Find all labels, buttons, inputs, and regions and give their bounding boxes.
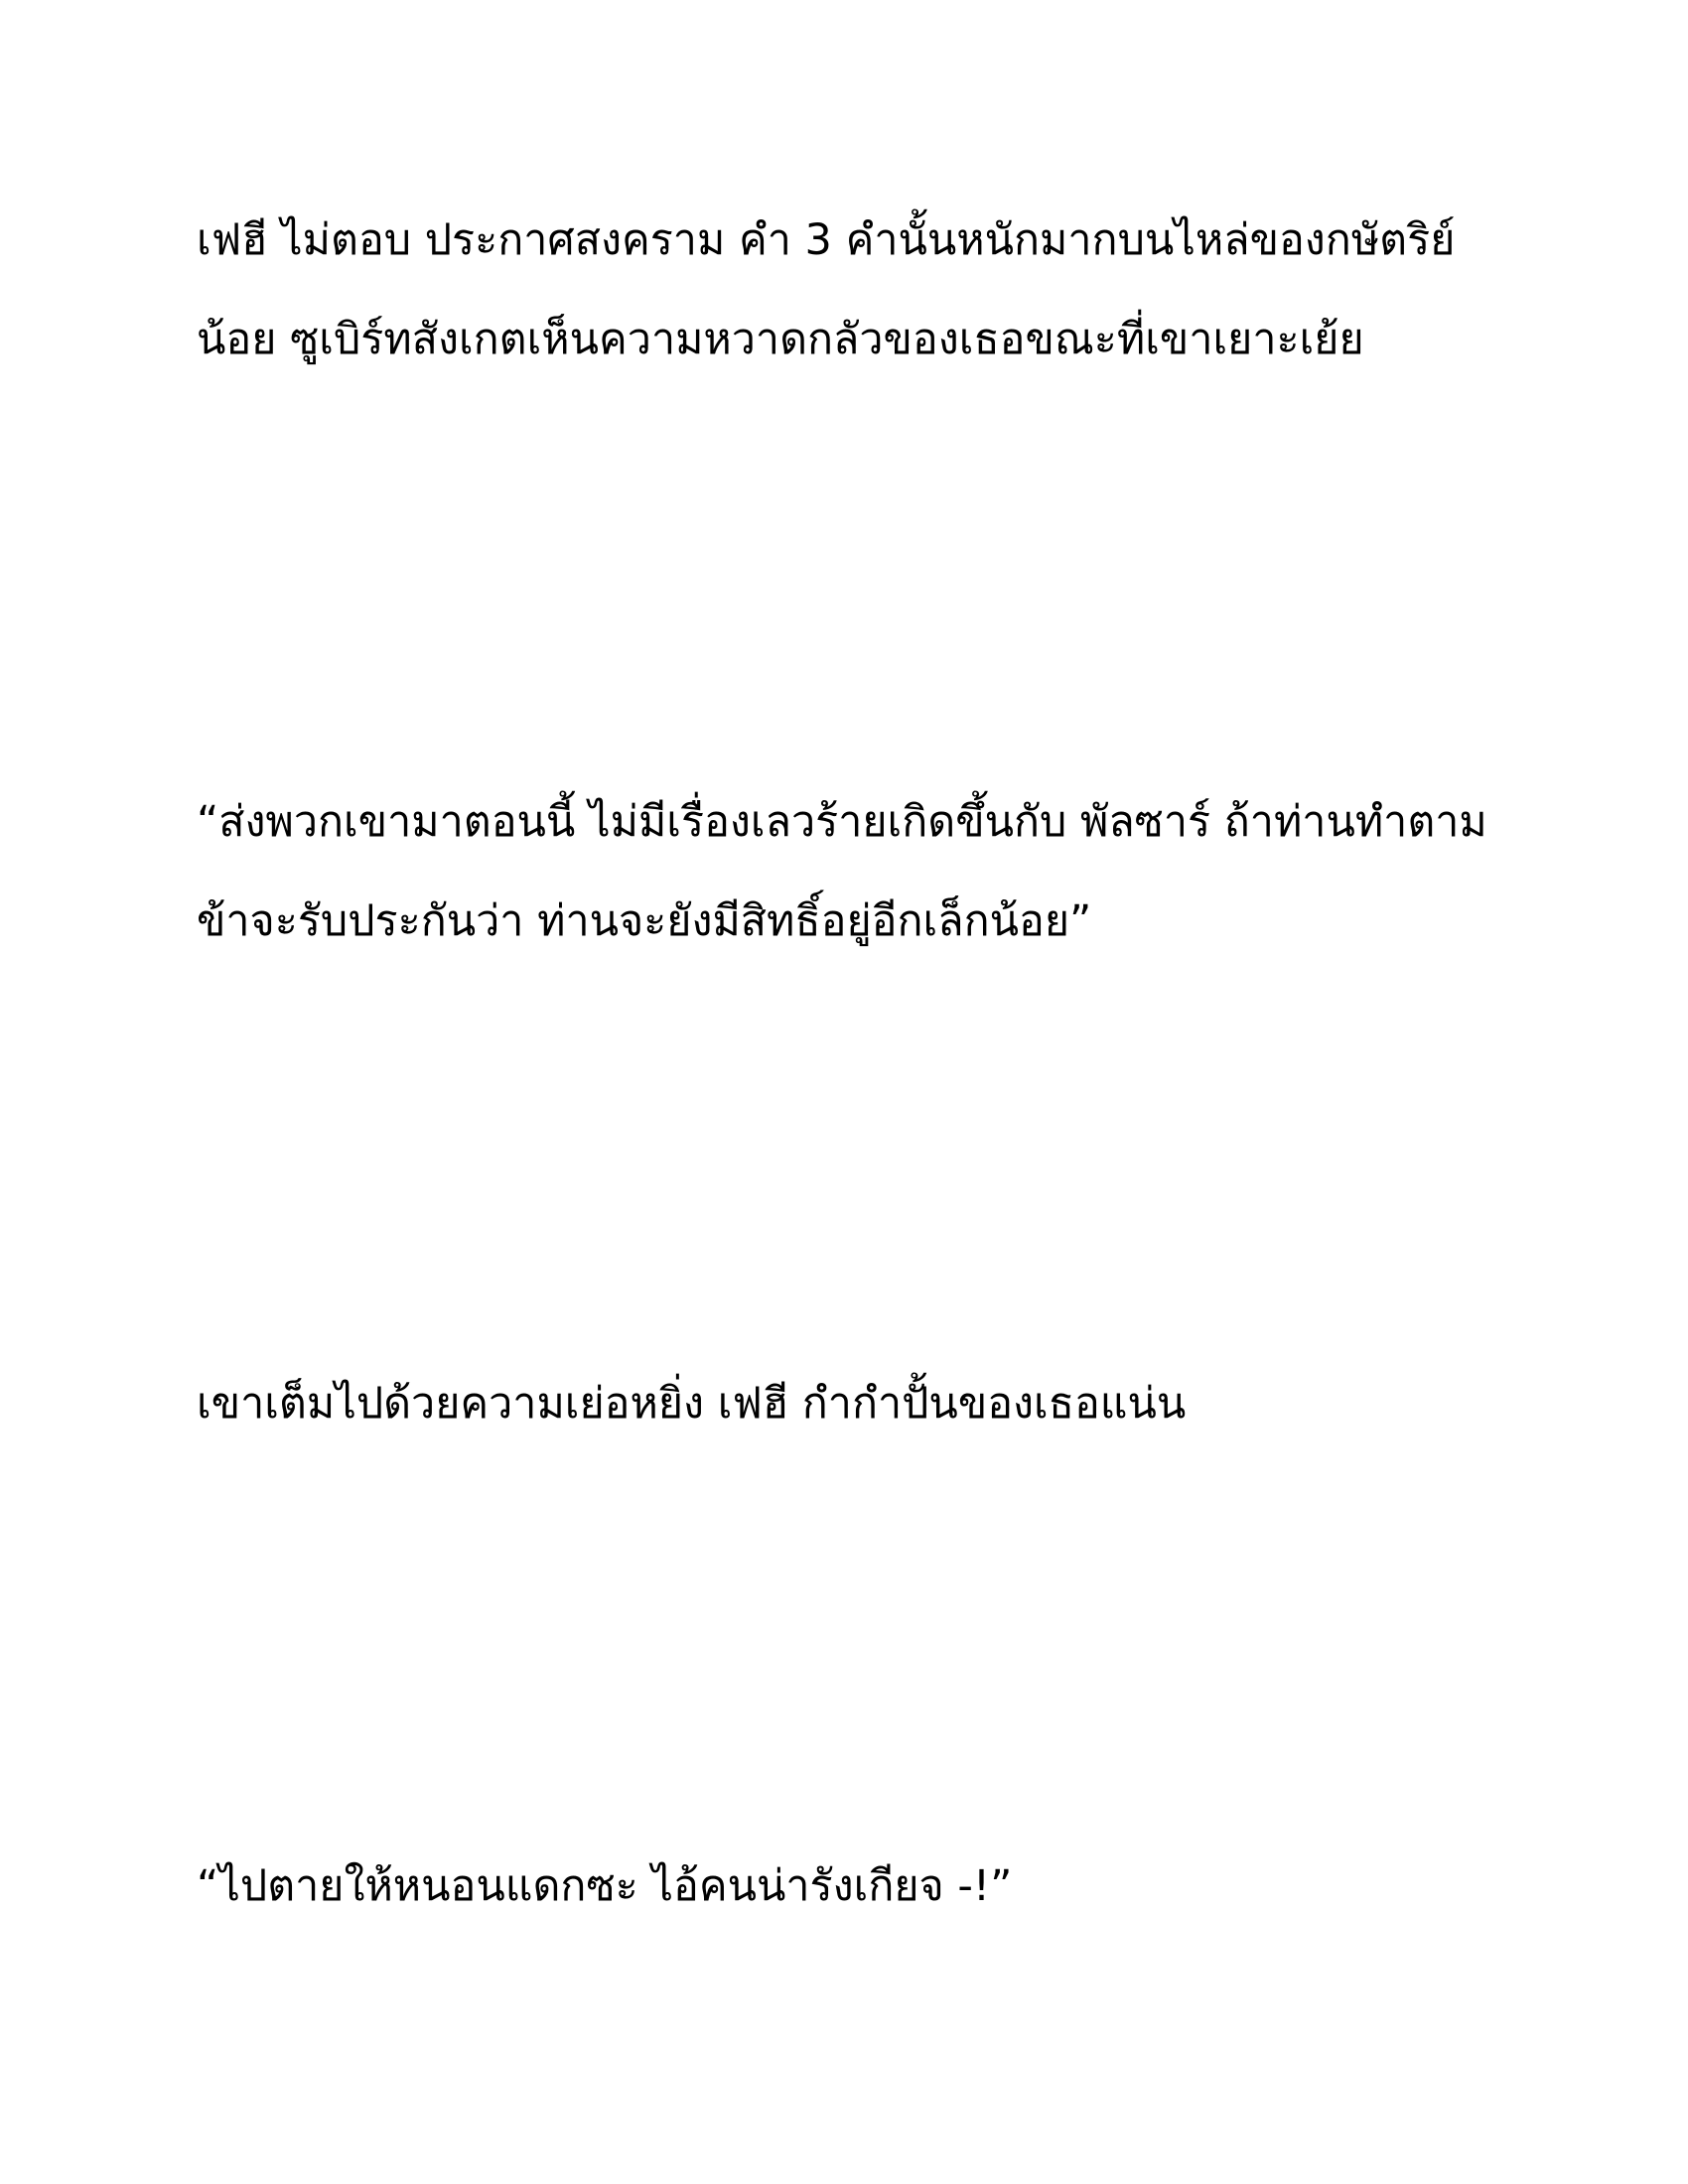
- paragraph-3-line-1: เขาเต็มไปด้วยความเย่อหยิ่ง เฟฮี กำกำปั้นของเธอแน่น: [197, 1379, 1187, 1429]
- paragraph-2-line-1: “ส่งพวกเขามาตอนนี้ ไม่มีเรื่องเลวร้ายเกิดขึ้นกับ พัลซาร์ ถ้าท่านทำตาม: [197, 797, 1487, 847]
- paragraph-1-line-1: เฟฮี ไม่ตอบ ประกาศสงคราม คำ 3 คำนั้นหนักมากบนไหล่ของกษัตริย์: [197, 215, 1456, 265]
- paragraph-2-line-2: ข้าจะรับประกันว่า ท่านจะยังมีสิทธิ์อยู่อีกเล็กน้อย”: [197, 896, 1092, 946]
- paragraph-4-line-1: “ไปตายให้หนอนแดกซะ ไอ้คนน่ารังเกียจ -!”: [197, 1861, 1013, 1911]
- paragraph-1-line-2: น้อย ซูเบิร์ทสังเกตเห็นความหวาดกลัวของเธอขณะที่เขาเยาะเย้ย: [197, 315, 1364, 364]
